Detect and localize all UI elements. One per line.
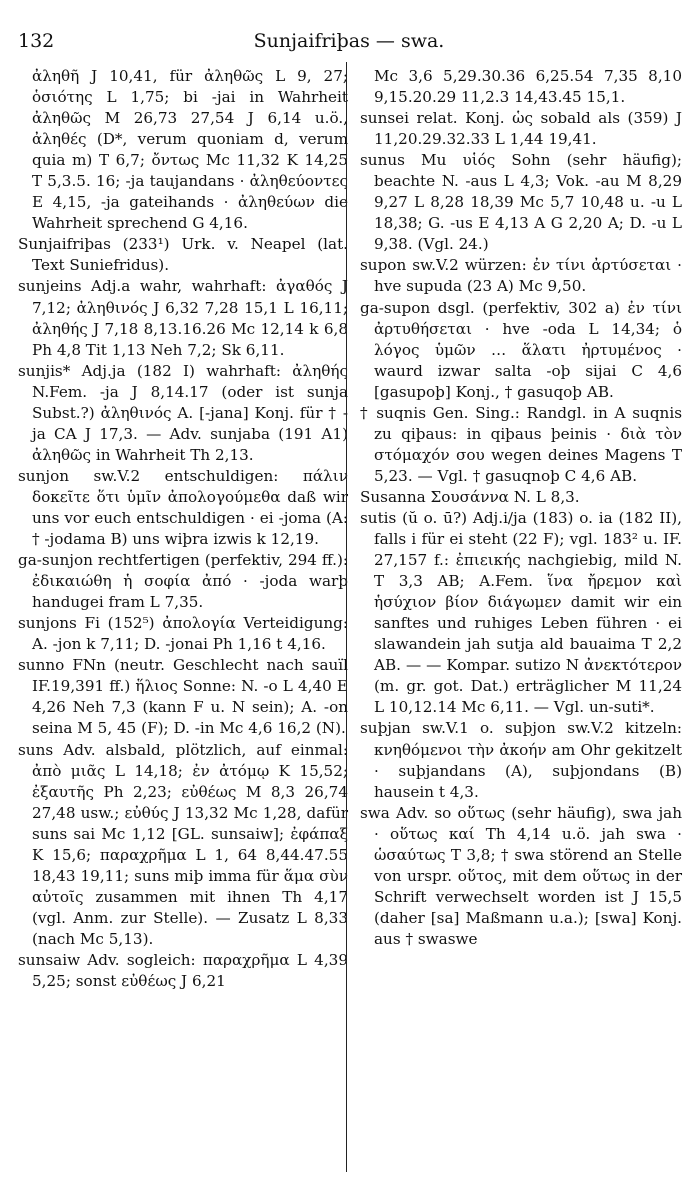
page-header — [18, 30, 680, 56]
entry-supjan: suþjan sw.V.1 o. suþjon sw.V.2 kitzeln: κνηθόμενοι τὴν ἀκοήν am Ohr gekitzelt · suþjandans (A), suþjondans (B) hausein t 4,3. — [360, 719, 682, 801]
entry-sunno: sunno FNn (neutr. Geschlecht nach sauïl IF.19,391 ff.) ἥλιος Sonne: N. -o L 4,40 E 4,26 Neh 7,3 (kann F u. N sein); A. -on seina M 5, 45 (F); D. -in Mc 4,6 16,2 (N). — [18, 656, 348, 738]
entry-sunsaiw: sunsaiw Adv. sogleich: παραχρῆμα L 4,39 5,25; sonst εὐθέως J 6,21 — [18, 950, 348, 991]
entry-continuation: Mc 3,6 5,29.30.36 6,25.54 7,35 8,10 9,15.20.29 11,2.3 14,43.45 15,1. — [374, 67, 682, 107]
entry-sutis: sutis (ŭ o. ū?) Adj.i/ja (183) o. ia (182 II), falls i für ei steht (22 F); vgl. 183² u. IF. 27,157 f.: ἐπιεικής nachgiebig, mild N. T 3,3 AB; A.Fem. ἵνα ἤρεμον καὶ ἡσύχιον βίον διάγωμεν damit wir ein sanftes und ruhiges Leben führen · ei slawandein jah sutja ald bauaima T 2,2 AB. — — Kompar. sutizo N ἀνεκτότερον (m. gr. got. Dat.) erträglicher M 11,24 L 10,12.14 Mc 6,11. — Vgl. un-suti*. — [360, 508, 682, 717]
page-number: 132 — [18, 30, 55, 52]
entry-sunjons: sunjons Fi (152⁵) ἀπολογία Verteidigung: A. -jon k 7,11; D. -jonai Ph 1,16 t 4,16. — [18, 614, 348, 654]
entry-sunsei: sunsei relat. Konj. ὡς sobald als (359) J 11,20.29.32.33 L 1,44 19,41. — [360, 109, 682, 149]
entry-sunjis: sunjis* Adj.ja (182 I) wahrhaft: ἀληθής N.Fem. -ja J 8,14.17 (oder ist sunja Subst.?) ἀληθινός A. [-jana] Konj. für † -ja CA J 17,3. — Adv. sunjaba (191 A1) ἀληθῶς in Wahrheit Th 2,13. — [18, 361, 348, 464]
entry-ga-supon: ga-supon dsgl. (perfektiv, 302 a) ἐν τίνι ἀρτυθήσεται · hve -oda L 14,34; ὁ λόγος ὑμῶν … ἅλατι ἠρτυμένος · waurd izwar salta -oþ sijai C 4,6 [gasupoþ] Konj., † gasuqoþ AB. — [360, 298, 682, 401]
entry-sunjeins: sunjeins Adj.a wahr, wahrhaft: ἀγαθός J 7,12; ἀληθινός J 6,32 7,28 15,1 L 16,11; ἀληθής J 7,18 8,13.16.26 Mc 12,14 k 6,8 Ph 4,8 Tit 1,13 Neh 7,2; Sk 6,11. — [18, 277, 348, 359]
entry-sunus: sunus Mu υἱός Sohn (sehr häufig); beachte N. -aus L 4,3; Vok. -au M 8,29 9,27 L 8,28 18,39 Mc 5,7 10,48 u. -u L 18,38; G. -us E 4,13 A G 2,20 A; D. -u L 9,38. (Vgl. 24.) — [360, 151, 682, 254]
entry-susanna: Susanna Σουσάννα N. L 8,3. — [360, 487, 580, 506]
entry-suns: suns Adv. alsbald, plötzlich, auf einmal: ἀπὸ μιᾶς L 14,18; ἐν ἀτόμῳ K 15,52; ἐξαυτῆς Ph 2,23; εὐθέως M 8,3 26,74 27,48 usw.; εὐθύς J 13,32 Mc 1,28, dafür suns sai Mc 1,12 [GL. sunsaiw]; ἐφάπαξ K 15,6; παραχρῆμα L 1, 64 8,44.47.55 18,43 19,11; suns miþ imma für ἅμα σὺν αὐτοῖς zusammen mit ihnen Th 4,17 (vgl. Anm. zur Stelle). — Zusatz L 8,33 (nach Mc 5,13). — [18, 740, 348, 948]
entry-sunjon: sunjon sw.V.2 entschuldigen: πάλιν δοκεῖτε ὅτι ὑμῖν ἀπολογούμεθα daß wir uns vor euch entschuldigen · ei -joma (A: † -jodama B) uns wiþra izwis k 12,19. — [18, 466, 348, 549]
entry-sunjaifripas: Sunjaifriþas (233¹) Urk. v. Neapel (lat. Text Suniefridus). — [18, 235, 348, 275]
column-divider — [346, 62, 347, 1172]
entry-swa: swa Adv. so οὕτως (sehr häufig), swa jah · οὕτως καί Th 4,14 u.ö. jah swa · ὡσαύτως T 3,8; † swa störend an Stelle von urspr. οὕτος, mit dem οὕτως in der Schrift verwechselt worden ist J 15,5 (daher [sa] Maßmann u.a.); [swa] Konj. aus † swaswe — [360, 803, 682, 948]
left-column — [18, 66, 348, 992]
entry-ga-sunjon: ga-sunjon rechtfertigen (perfektiv, 294 ff.): ἐδικαιώθη ἡ σοφία ἀπό · -joda warþ handugei fram L 7,35. — [18, 551, 348, 612]
running-title: Sunjaifriþas — swa. — [253, 30, 445, 52]
entry-supon: supon sw.V.2 würzen: ἐν τίνι ἀρτύσεται · hve supuda (23 A) Mc 9,50. — [360, 256, 682, 296]
entry-suqnis: † suqnis Gen. Sing.: Randgl. in A suqnis zu qiþaus: in qiþaus þeinis · διὰ τὸν στόμαχόν σου wegen deines Magens T 5,23. — Vgl. † gasuqnoþ C 4,6 AB. — [360, 403, 682, 485]
entry-continuation: ἀληθῆ J 10,41, für ἀληθῶς L 9, 27; ὁσιότης L 1,75; bi -jai in Wahrheit ἀληθῶς M 26,73 27,54 J 6,14 u.ö., ἀληθές (D*, verum quoniam d, verum quia m) T 6,7; ὄντως Mc 11,32 K 14,25 T 5,3.5. 16; -ja taujandans · ἀληθεύοντες E 4,15, -ja gateihands · ἀληθεύων die Wahrheit sprechend G 4,16. — [32, 67, 348, 233]
right-column — [360, 66, 682, 950]
